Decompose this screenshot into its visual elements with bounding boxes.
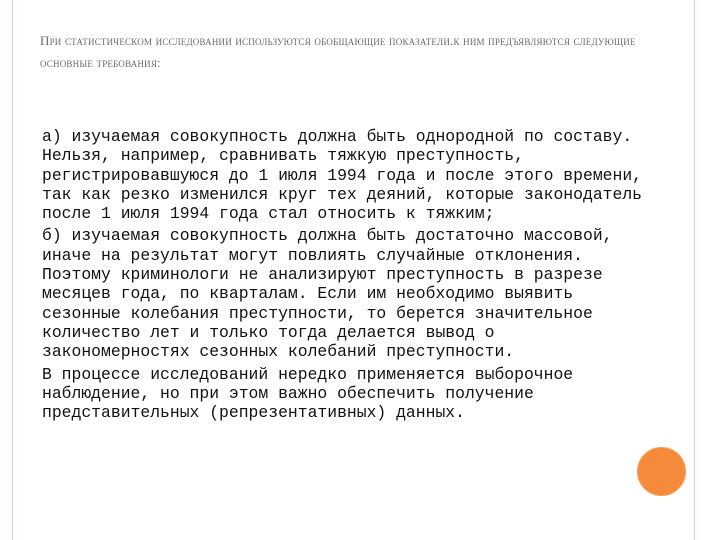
slide-heading: При статистическом исследовании используются обобщающие показатели.к ним предъявляются следующие основные требования: — [40, 33, 636, 70]
right-frame-line — [694, 0, 695, 540]
paragraph-sampling: В процессе исследований нередко применяется выборочное наблюдение, но при этом важно обеспечить получение представительных (репрезентативных) данных. — [42, 364, 574, 423]
decorative-circle-icon — [637, 447, 686, 496]
paragraph-a: а) изучаемая совокупность должна быть однородной по составу. Нельзя, например, сравнивать тяжкую преступность, регистрировавшуюся до 1 июля 1994 года и после этого времени, так как резко изменился круг тех деяний, которые законодатель после 1 июля 1994 года стал относить к тяжким; — [42, 127, 642, 224]
left-frame-line — [12, 0, 13, 540]
paragraph-b: б) изучаемая совокупность должна быть достаточно массовой, иначе на результат могут повлиять случайные отклонения. Поэтому криминологи не анализируют преступность в разрезе месяцев года, по кварталам. Если им необходимо выявить сезонные колебания преступности, то берется значительное количество лет и только тогда делается вывод о закономерностях сезонных колебаний преступности. — [42, 226, 613, 362]
slide-body — [42, 127, 642, 425]
